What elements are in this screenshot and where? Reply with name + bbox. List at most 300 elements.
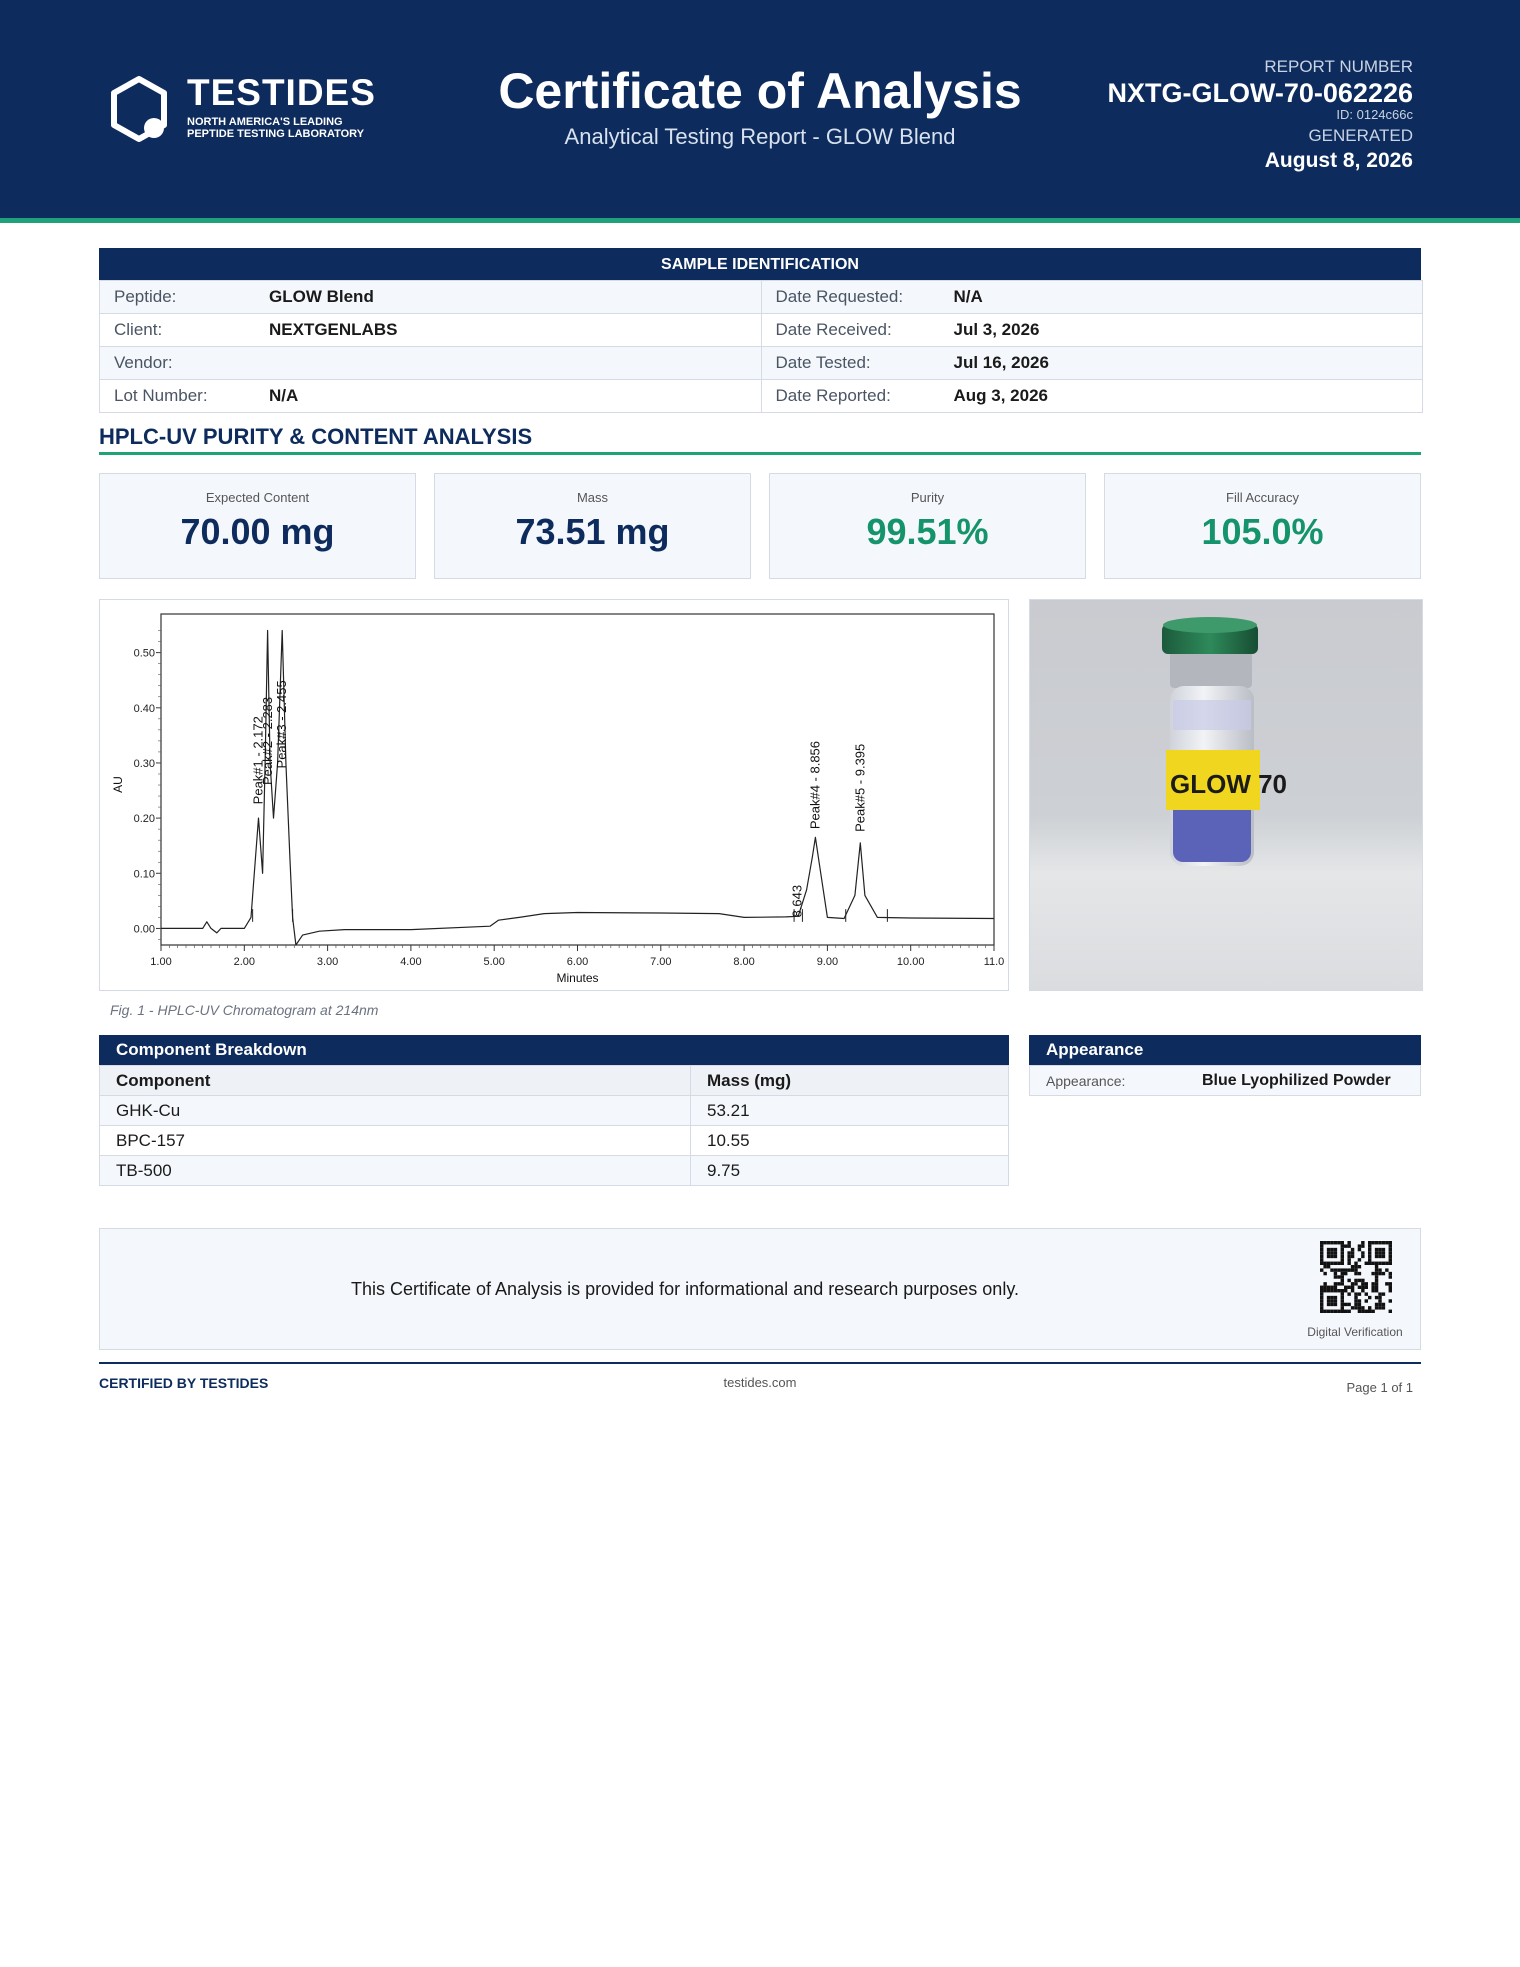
qr-module xyxy=(1385,1282,1388,1285)
qr-module xyxy=(1368,1258,1371,1261)
card-value: 70.00 mg xyxy=(180,511,335,552)
qr-module xyxy=(1347,1258,1350,1261)
qr-module xyxy=(1320,1289,1323,1292)
qr-module xyxy=(1351,1289,1354,1292)
qr-module xyxy=(1371,1272,1374,1275)
qr-module xyxy=(1371,1241,1374,1244)
qr-module xyxy=(1375,1296,1378,1299)
qr-module xyxy=(1341,1248,1344,1251)
sample-row xyxy=(100,347,1422,380)
qr-module xyxy=(1327,1296,1330,1299)
qr-module xyxy=(1378,1272,1381,1275)
qr-module xyxy=(1375,1272,1378,1275)
column-header-component: Component xyxy=(100,1066,691,1096)
qr-module xyxy=(1358,1292,1361,1295)
x-axis-label: Minutes xyxy=(556,971,599,985)
peak-label: Peak#3 - 2.455 xyxy=(274,680,290,769)
footer-rule xyxy=(99,1362,1421,1364)
qr-module xyxy=(1389,1251,1392,1254)
qr-module xyxy=(1389,1286,1392,1289)
qr-module xyxy=(1389,1262,1392,1265)
qr-module xyxy=(1361,1244,1364,1247)
qr-module xyxy=(1344,1310,1347,1313)
component-mass: 9.75 xyxy=(691,1156,1009,1186)
qr-module xyxy=(1327,1299,1330,1302)
qr-module xyxy=(1320,1303,1323,1306)
field-label: Lot Number: xyxy=(114,386,208,405)
qr-module xyxy=(1378,1303,1381,1306)
qr-module xyxy=(1361,1251,1364,1254)
qr-module xyxy=(1341,1292,1344,1295)
y-tick-label: 0.30 xyxy=(133,757,155,770)
qr-module xyxy=(1341,1241,1344,1244)
y-tick-label: 0.40 xyxy=(133,702,155,715)
component-name: TB-500 xyxy=(100,1156,691,1186)
y-tick-label: 0.50 xyxy=(133,647,155,660)
vial-label-text: GLOW 70 xyxy=(1170,769,1288,799)
client-value: NEXTGENLABS xyxy=(269,320,398,339)
qr-module xyxy=(1337,1262,1340,1265)
qr-module xyxy=(1344,1268,1347,1271)
qr-module xyxy=(1320,1258,1323,1261)
qr-module xyxy=(1347,1310,1350,1313)
qr-module xyxy=(1330,1251,1333,1254)
field-label: Date Tested: xyxy=(775,353,871,372)
qr-module xyxy=(1344,1303,1347,1306)
qr-module xyxy=(1361,1282,1364,1285)
qr-code-icon[interactable] xyxy=(1320,1241,1392,1313)
qr-module xyxy=(1330,1296,1333,1299)
analysis-section-title: HPLC-UV PURITY & CONTENT ANALYSIS xyxy=(99,424,533,449)
qr-module xyxy=(1344,1244,1347,1247)
qr-module xyxy=(1320,1292,1323,1295)
disclaimer-box xyxy=(99,1228,1421,1350)
field-label: Date Requested: xyxy=(775,287,904,306)
qr-module xyxy=(1382,1241,1385,1244)
qr-module xyxy=(1358,1244,1361,1247)
qr-module xyxy=(1334,1286,1337,1289)
qr-module xyxy=(1378,1241,1381,1244)
qr-module xyxy=(1320,1262,1323,1265)
qr-module xyxy=(1358,1265,1361,1268)
qr-module xyxy=(1347,1292,1350,1295)
qr-module xyxy=(1358,1272,1361,1275)
x-tick-label: 2.00 xyxy=(233,956,256,968)
report-number-label: REPORT NUMBER xyxy=(1264,57,1413,76)
qr-module xyxy=(1368,1241,1371,1244)
qr-module xyxy=(1378,1292,1381,1295)
qr-module xyxy=(1334,1248,1337,1251)
page-subtitle: Analytical Testing Report - GLOW Blend xyxy=(564,124,956,149)
testides-logo-icon xyxy=(108,75,170,145)
qr-module xyxy=(1344,1272,1347,1275)
qr-module xyxy=(1354,1262,1357,1265)
peptide-value: GLOW Blend xyxy=(269,287,374,306)
qr-module xyxy=(1361,1289,1364,1292)
qr-module xyxy=(1382,1248,1385,1251)
qr-module xyxy=(1323,1272,1326,1275)
qr-module xyxy=(1365,1299,1368,1302)
chromatogram-trace xyxy=(161,631,994,946)
qr-module xyxy=(1378,1306,1381,1309)
peak-label: Peak#1 - 2.172 xyxy=(250,716,266,805)
qr-module xyxy=(1375,1306,1378,1309)
qr-module xyxy=(1334,1282,1337,1285)
qr-module xyxy=(1320,1241,1323,1244)
qr-module xyxy=(1347,1268,1350,1271)
qr-module xyxy=(1341,1282,1344,1285)
peak-label: 8.643 xyxy=(789,884,805,918)
qr-module xyxy=(1354,1303,1357,1306)
appearance-label: Appearance: xyxy=(1046,1072,1126,1089)
qr-module xyxy=(1389,1310,1392,1313)
x-tick-label: 9.00 xyxy=(816,956,839,968)
qr-module xyxy=(1320,1299,1323,1302)
qr-module xyxy=(1382,1262,1385,1265)
qr-module xyxy=(1347,1303,1350,1306)
qr-module xyxy=(1368,1244,1371,1247)
qr-module xyxy=(1358,1248,1361,1251)
qr-label: Digital Verification xyxy=(1307,1325,1403,1339)
qr-module xyxy=(1389,1244,1392,1247)
qr-module xyxy=(1327,1248,1330,1251)
qr-module xyxy=(1382,1303,1385,1306)
date-requested-value: N/A xyxy=(953,287,983,306)
qr-module xyxy=(1385,1241,1388,1244)
qr-module xyxy=(1378,1299,1381,1302)
qr-module xyxy=(1375,1289,1378,1292)
qr-module xyxy=(1334,1272,1337,1275)
figure-caption: Fig. 1 - HPLC-UV Chromatogram at 214nm xyxy=(110,1002,379,1018)
qr-module xyxy=(1358,1258,1361,1261)
qr-module xyxy=(1341,1275,1344,1278)
qr-module xyxy=(1334,1303,1337,1306)
x-tick-label: 11.0 xyxy=(983,956,1005,968)
qr-module xyxy=(1341,1258,1344,1261)
qr-module xyxy=(1368,1248,1371,1251)
sample-row xyxy=(100,380,1422,412)
qr-module xyxy=(1341,1310,1344,1313)
qr-module xyxy=(1385,1268,1388,1271)
qr-module xyxy=(1365,1282,1368,1285)
qr-module xyxy=(1327,1289,1330,1292)
qr-module xyxy=(1337,1310,1340,1313)
x-tick-label: 6.00 xyxy=(566,956,589,968)
table-row xyxy=(100,1126,1009,1156)
generated-label: GENERATED xyxy=(1308,126,1413,145)
qr-module xyxy=(1361,1241,1364,1244)
analysis-section-rule xyxy=(99,452,1421,455)
qr-module xyxy=(1327,1310,1330,1313)
qr-module xyxy=(1361,1255,1364,1258)
peak-label: Peak#2 - 2.283 xyxy=(259,696,275,786)
component-name: GHK-Cu xyxy=(100,1096,691,1126)
qr-module xyxy=(1371,1310,1374,1313)
card-label: Fill Accuracy xyxy=(1226,490,1299,505)
appearance-value: Blue Lyophilized Powder xyxy=(1202,1071,1391,1089)
qr-module xyxy=(1334,1241,1337,1244)
qr-module xyxy=(1382,1255,1385,1258)
qr-module xyxy=(1382,1306,1385,1309)
chromatogram-chart xyxy=(100,600,1008,990)
card-label: Expected Content xyxy=(205,490,310,505)
component-name: BPC-157 xyxy=(100,1126,691,1156)
qr-module xyxy=(1341,1303,1344,1306)
qr-module xyxy=(1330,1299,1333,1302)
qr-module xyxy=(1351,1248,1354,1251)
qr-module xyxy=(1330,1262,1333,1265)
qr-module xyxy=(1341,1299,1344,1302)
qr-module xyxy=(1375,1248,1378,1251)
purity-card xyxy=(769,473,1086,579)
x-tick-label: 4.00 xyxy=(400,956,422,968)
qr-module xyxy=(1358,1303,1361,1306)
qr-module xyxy=(1327,1255,1330,1258)
qr-module xyxy=(1344,1286,1347,1289)
qr-module xyxy=(1341,1262,1344,1265)
date-tested-value: Jul 16, 2026 xyxy=(953,353,1049,372)
website-link[interactable]: testides.com xyxy=(723,1375,797,1390)
brand-name: TESTIDES xyxy=(187,72,376,113)
qr-module xyxy=(1385,1262,1388,1265)
qr-module xyxy=(1389,1248,1392,1251)
x-tick-label: 7.00 xyxy=(650,956,672,968)
qr-module xyxy=(1354,1306,1357,1309)
vial-image xyxy=(1030,600,1422,990)
qr-module xyxy=(1371,1262,1374,1265)
qr-module xyxy=(1368,1255,1371,1258)
x-tick-label: 5.00 xyxy=(483,956,505,968)
qr-module xyxy=(1341,1268,1344,1271)
table-row xyxy=(100,1156,1009,1186)
qr-module xyxy=(1361,1310,1364,1313)
qr-module xyxy=(1327,1262,1330,1265)
page-title: Certificate of Analysis xyxy=(498,63,1022,119)
qr-module xyxy=(1320,1248,1323,1251)
qr-module xyxy=(1389,1255,1392,1258)
qr-module xyxy=(1382,1272,1385,1275)
column-header-mass: Mass (mg) xyxy=(691,1066,1009,1096)
qr-module xyxy=(1358,1299,1361,1302)
qr-module xyxy=(1354,1279,1357,1282)
qr-module xyxy=(1375,1262,1378,1265)
qr-module xyxy=(1354,1272,1357,1275)
y-tick-label: 0.20 xyxy=(133,813,155,826)
plot-frame xyxy=(161,614,994,945)
sample-identification-table xyxy=(99,280,1423,413)
qr-module xyxy=(1378,1296,1381,1299)
qr-module xyxy=(1330,1310,1333,1313)
qr-module xyxy=(1327,1265,1330,1268)
qr-module xyxy=(1334,1255,1337,1258)
qr-module xyxy=(1337,1268,1340,1271)
qr-module xyxy=(1354,1282,1357,1285)
qr-module xyxy=(1378,1255,1381,1258)
qr-module xyxy=(1330,1286,1333,1289)
qr-module xyxy=(1351,1282,1354,1285)
qr-module xyxy=(1341,1255,1344,1258)
qr-module xyxy=(1320,1310,1323,1313)
field-label: Vendor: xyxy=(114,353,173,372)
qr-module xyxy=(1327,1303,1330,1306)
field-label: Date Reported: xyxy=(775,386,891,405)
qr-module xyxy=(1337,1241,1340,1244)
qr-module xyxy=(1375,1279,1378,1282)
header-banner xyxy=(0,0,1520,218)
qr-module xyxy=(1358,1286,1361,1289)
qr-module xyxy=(1323,1310,1326,1313)
qr-module xyxy=(1375,1255,1378,1258)
qr-module xyxy=(1375,1251,1378,1254)
qr-module xyxy=(1341,1279,1344,1282)
disclaimer-text: This Certificate of Analysis is provided for informational and research purposes only. xyxy=(351,1279,1019,1299)
component-breakdown-title: Component Breakdown xyxy=(99,1035,1009,1065)
qr-module xyxy=(1378,1262,1381,1265)
qr-module xyxy=(1382,1292,1385,1295)
qr-module xyxy=(1347,1244,1350,1247)
qr-module xyxy=(1375,1268,1378,1271)
qr-module xyxy=(1341,1251,1344,1254)
qr-module xyxy=(1375,1265,1378,1268)
qr-module xyxy=(1341,1306,1344,1309)
qr-module xyxy=(1351,1265,1354,1268)
fill-accuracy-card xyxy=(1104,473,1421,579)
qr-module xyxy=(1389,1275,1392,1278)
table-header-row xyxy=(100,1066,1009,1096)
y-axis-label: AU xyxy=(111,776,125,793)
qr-module xyxy=(1368,1310,1371,1313)
qr-module xyxy=(1337,1282,1340,1285)
card-label: Mass xyxy=(576,490,609,505)
lot-number-value: N/A xyxy=(269,386,299,405)
qr-module xyxy=(1330,1248,1333,1251)
qr-module xyxy=(1347,1286,1350,1289)
qr-module xyxy=(1368,1251,1371,1254)
qr-module xyxy=(1351,1306,1354,1309)
qr-module xyxy=(1378,1248,1381,1251)
qr-module xyxy=(1320,1244,1323,1247)
qr-module xyxy=(1351,1286,1354,1289)
qr-module xyxy=(1323,1289,1326,1292)
qr-module xyxy=(1334,1289,1337,1292)
card-value: 99.51% xyxy=(866,511,989,552)
qr-module xyxy=(1320,1306,1323,1309)
x-tick-label: 10.00 xyxy=(896,956,925,968)
qr-module xyxy=(1344,1289,1347,1292)
qr-module xyxy=(1389,1241,1392,1244)
qr-module xyxy=(1351,1255,1354,1258)
x-tick-label: 3.00 xyxy=(316,956,339,968)
qr-module xyxy=(1334,1275,1337,1278)
qr-module xyxy=(1330,1289,1333,1292)
qr-module xyxy=(1347,1279,1350,1282)
appearance-row xyxy=(1029,1065,1421,1096)
qr-module xyxy=(1341,1289,1344,1292)
qr-module xyxy=(1368,1262,1371,1265)
vial-photo xyxy=(1029,599,1423,991)
qr-module xyxy=(1368,1296,1371,1299)
expected-content-card xyxy=(99,473,416,579)
qr-module xyxy=(1323,1262,1326,1265)
qr-module xyxy=(1351,1268,1354,1271)
qr-module xyxy=(1354,1265,1357,1268)
qr-module xyxy=(1354,1296,1357,1299)
qr-module xyxy=(1375,1275,1378,1278)
sample-identification-title: SAMPLE IDENTIFICATION xyxy=(99,248,1421,281)
date-received-value: Jul 3, 2026 xyxy=(953,320,1040,339)
component-mass: 10.55 xyxy=(691,1126,1009,1156)
qr-module xyxy=(1375,1286,1378,1289)
component-mass: 53.21 xyxy=(691,1096,1009,1126)
qr-module xyxy=(1320,1255,1323,1258)
qr-module xyxy=(1371,1286,1374,1289)
qr-module xyxy=(1354,1299,1357,1302)
card-value: 105.0% xyxy=(1201,511,1324,552)
qr-module xyxy=(1334,1251,1337,1254)
qr-module xyxy=(1341,1296,1344,1299)
appearance-title: Appearance xyxy=(1029,1035,1421,1065)
card-label: Purity xyxy=(910,490,945,505)
qr-module xyxy=(1347,1251,1350,1254)
qr-module xyxy=(1320,1286,1323,1289)
qr-module xyxy=(1365,1310,1368,1313)
qr-module xyxy=(1378,1251,1381,1254)
qr-module xyxy=(1358,1306,1361,1309)
qr-module xyxy=(1382,1251,1385,1254)
qr-module xyxy=(1358,1310,1361,1313)
peak-label: Peak#4 - 8.856 xyxy=(807,740,823,830)
qr-module xyxy=(1371,1282,1374,1285)
qr-module xyxy=(1347,1241,1350,1244)
field-label: Peptide: xyxy=(114,287,177,306)
header-accent-rule xyxy=(0,218,1520,223)
qr-module xyxy=(1354,1292,1357,1295)
qr-module xyxy=(1389,1282,1392,1285)
qr-module xyxy=(1330,1268,1333,1271)
qr-module xyxy=(1334,1310,1337,1313)
qr-module xyxy=(1361,1279,1364,1282)
qr-module xyxy=(1323,1282,1326,1285)
qr-module xyxy=(1320,1268,1323,1271)
qr-module xyxy=(1323,1286,1326,1289)
field-label: Client: xyxy=(114,320,163,339)
generated-date: August 8, 2026 xyxy=(1264,149,1413,172)
qr-module xyxy=(1341,1272,1344,1275)
qr-module xyxy=(1389,1272,1392,1275)
page-number: Page 1 of 1 xyxy=(1346,1380,1413,1395)
qr-module xyxy=(1334,1262,1337,1265)
qr-module xyxy=(1389,1299,1392,1302)
qr-module xyxy=(1371,1289,1374,1292)
qr-module xyxy=(1320,1251,1323,1254)
date-reported-value: Aug 3, 2026 xyxy=(953,386,1048,405)
qr-module xyxy=(1389,1289,1392,1292)
x-tick-label: 8.00 xyxy=(733,956,755,968)
card-value: 73.51 mg xyxy=(515,511,670,552)
qr-module xyxy=(1375,1303,1378,1306)
qr-module xyxy=(1368,1306,1371,1309)
qr-module xyxy=(1365,1292,1368,1295)
table-row xyxy=(100,1096,1009,1126)
qr-module xyxy=(1361,1286,1364,1289)
y-tick-label: 0.10 xyxy=(133,868,155,881)
chromatogram-panel xyxy=(99,599,1009,991)
qr-module xyxy=(1327,1241,1330,1244)
qr-module xyxy=(1375,1241,1378,1244)
qr-module xyxy=(1375,1282,1378,1285)
qr-module xyxy=(1330,1303,1333,1306)
qr-module xyxy=(1334,1296,1337,1299)
